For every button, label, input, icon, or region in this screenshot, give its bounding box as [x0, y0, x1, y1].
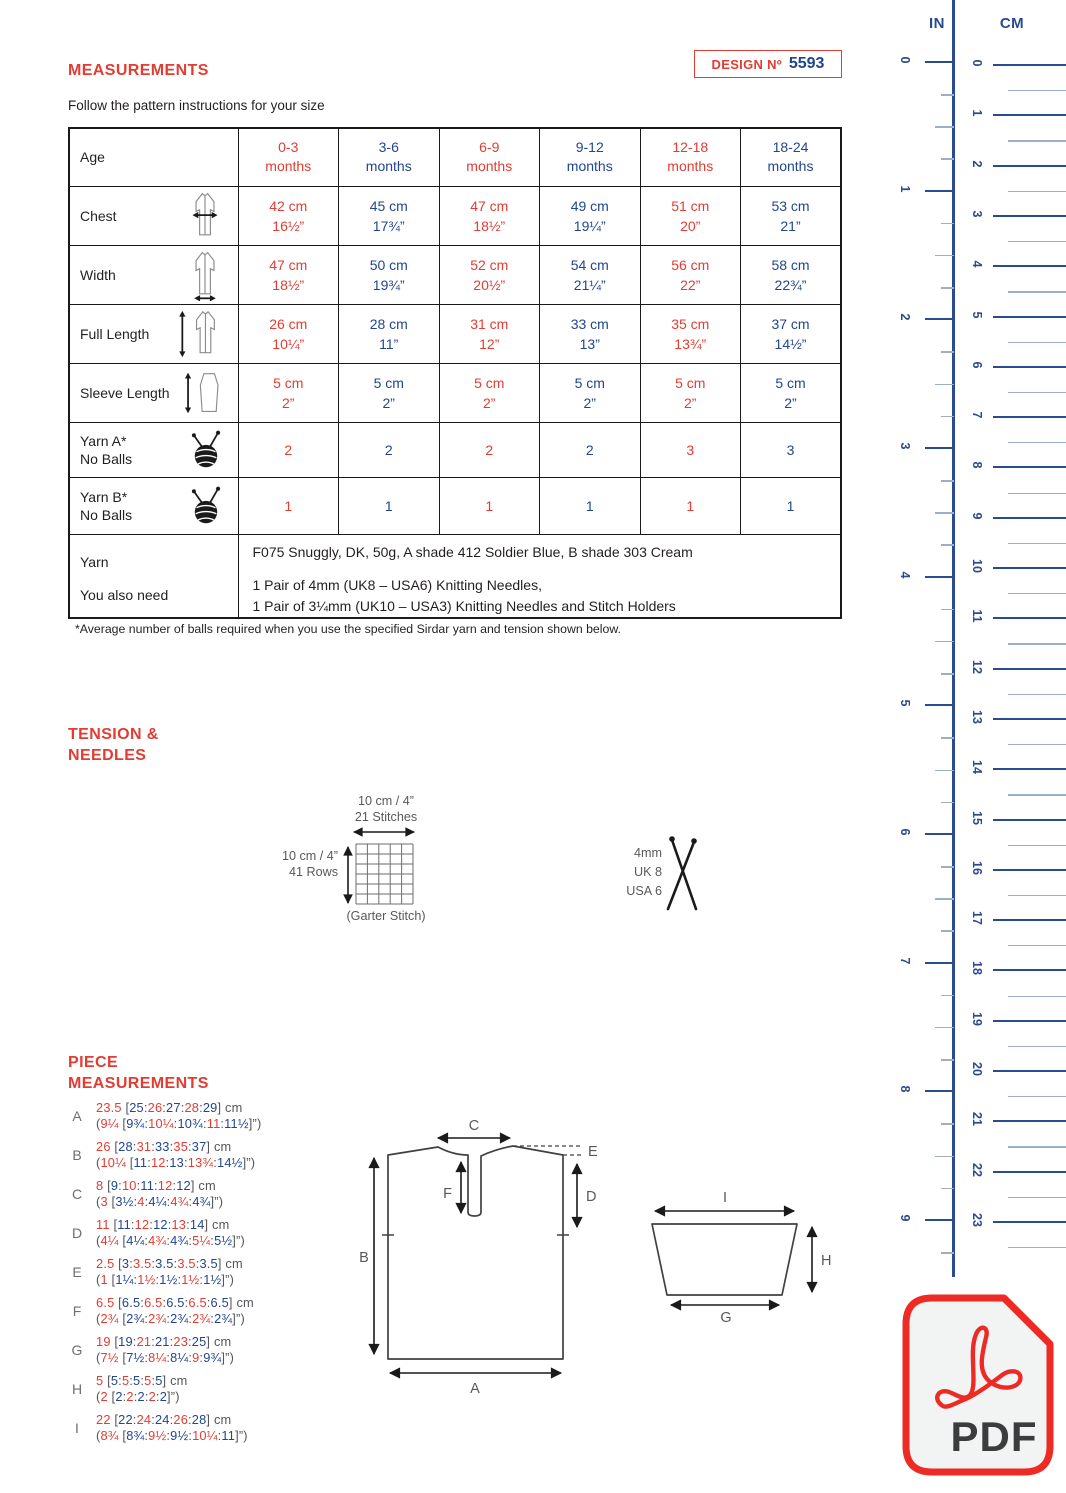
- ruler-cm-line: [993, 869, 1066, 871]
- ruler-cm-number: 17: [970, 911, 984, 926]
- design-number: 5593: [788, 55, 825, 72]
- ruler-inch-number: 8: [898, 1085, 912, 1093]
- yarn-label: Yarn: [80, 554, 109, 571]
- row-label: Width: [80, 266, 116, 283]
- ruler-inch-minor-tick: [941, 1252, 954, 1254]
- ruler-cm-line: [993, 819, 1066, 821]
- yarn-row-label: Yarn B*: [80, 488, 128, 505]
- ball-count-cell: 2: [540, 422, 641, 477]
- value-cell: 54 cm 21¼”: [540, 245, 641, 304]
- ball-count-cell: 1: [339, 477, 440, 534]
- ruler-inch-minor-tick: [941, 416, 954, 418]
- piece-cm-line: 22 [22:24:24:26:28] cm: [96, 1412, 232, 1427]
- piece-measurement-list: [68, 1100, 348, 1451]
- ruler-cm-number: 20: [970, 1062, 984, 1076]
- ruler-cm-number: 22: [970, 1162, 984, 1177]
- ruler-inch-minor-tick: [941, 287, 954, 289]
- ruler-cm-line: [993, 316, 1066, 318]
- piece-title-line2: MEASUREMENTS: [68, 1075, 209, 1092]
- measurements-title: MEASUREMENTS: [68, 62, 209, 79]
- row-label: Sleeve Length: [80, 384, 170, 401]
- ruler-inch-number: 6: [898, 828, 912, 836]
- ruler-inch-tick: [925, 1219, 954, 1221]
- ruler-cm-number: 9: [970, 512, 984, 520]
- ruler-cm-number: 16: [970, 860, 984, 875]
- row-label: Full Length: [80, 325, 150, 342]
- ruler-cm-line: [993, 215, 1066, 217]
- ruler-cm-number: 1: [970, 109, 984, 117]
- piece-inch-line: (4¼ [4¼:4¾:4¾:5¼:5½]”): [96, 1233, 245, 1248]
- ruler-inch-tick: [925, 704, 954, 706]
- tension-title-line1: TENSION &: [68, 726, 159, 743]
- ruler-cm-number: 14: [970, 760, 984, 775]
- ruler-cm-line: [993, 668, 1066, 670]
- ruler-cm-line: [993, 617, 1066, 619]
- value-cell: 52 cm 20½”: [439, 245, 540, 304]
- measurement-row: [69, 245, 841, 304]
- piece-inch-line: (10¼ [11:12:13:13¾:14½]”): [96, 1155, 256, 1170]
- ball-count-cell: 1: [439, 477, 540, 534]
- age-label: Age: [80, 149, 105, 166]
- piece-measurement-item: [68, 1295, 348, 1327]
- pdf-file-icon[interactable]: [898, 1288, 1058, 1484]
- ruler-inch-minor-tick: [935, 770, 954, 772]
- full-length-icon: [177, 308, 225, 360]
- ruler-cm-half-line: [1008, 543, 1066, 544]
- age-column-0: 0-3 months: [238, 128, 339, 186]
- piece-letter: A: [72, 1108, 82, 1124]
- ruler-cm-half-line: [1008, 744, 1066, 745]
- age-column-1: 3-6 months: [339, 128, 440, 186]
- ruler-cm-line: [993, 114, 1066, 116]
- design-number-badge: [694, 50, 842, 78]
- ruler-inch-tick: [925, 962, 954, 964]
- ruler-cm-half-line: [1008, 1146, 1066, 1147]
- value-cell: 5 cm 2”: [439, 363, 540, 422]
- ruler-inch-minor-tick: [941, 223, 954, 225]
- piece-inch-line: (9¼ [9¾:10¼:10¾:11:11½]”): [96, 1116, 262, 1131]
- diagram-letter-D: D: [586, 1189, 597, 1205]
- measurements-table: [68, 127, 842, 619]
- yarn-row-label: Yarn A*: [80, 432, 127, 449]
- ruler-inch-number: 5: [898, 699, 912, 707]
- ruler-inch-minor-tick: [935, 126, 954, 128]
- yarn-info-row: [69, 534, 841, 618]
- row-label: Chest: [80, 207, 117, 224]
- ruler-cm-number: 4: [970, 260, 984, 268]
- piece-letter: I: [75, 1420, 79, 1436]
- value-cell: 47 cm 18½”: [439, 186, 540, 245]
- piece-title-line1: PIECE: [68, 1054, 119, 1071]
- ruler-cm-half-line: [1008, 392, 1066, 393]
- tension-left-label: 10 cm / 4” 41 Rows: [282, 849, 338, 879]
- piece-title: [68, 1052, 209, 1094]
- value-cell: 56 cm 22”: [640, 245, 741, 304]
- ruler-cm-line: [993, 1221, 1066, 1223]
- diagram-letter-C: C: [468, 1118, 480, 1134]
- table-footnote: *Average number of balls required when you use the specified Sirdar yarn and tension shown below.: [75, 622, 621, 636]
- ruler-inch-number: 4: [898, 571, 912, 579]
- piece-cm-line: 19 [19:21:21:23:25] cm: [96, 1334, 232, 1349]
- piece-inch-line: (2¾ [2¾:2¾:2¾:2¾:2¾]”): [96, 1311, 245, 1326]
- age-header-row: [69, 128, 841, 186]
- ruler-inch-minor-tick: [935, 1027, 954, 1029]
- garter-stitch-caption: (Garter Stitch): [346, 909, 426, 923]
- width-icon: [185, 249, 225, 301]
- ruler-inch-tick: [925, 447, 954, 449]
- ruler-cm-number: 12: [970, 659, 984, 674]
- value-cell: 35 cm 13¾”: [640, 304, 741, 363]
- ruler-inch-minor-tick: [935, 512, 954, 514]
- ruler-cm-half-line: [1008, 1197, 1066, 1198]
- value-cell: 5 cm 2”: [640, 363, 741, 422]
- ruler-inch-number: 2: [898, 313, 912, 321]
- ruler-inch-tick: [925, 61, 954, 63]
- piece-cm-line: 11 [11:12:12:13:14] cm: [96, 1217, 230, 1232]
- body-piece-diagram: [340, 1112, 606, 1404]
- value-cell: 37 cm 14½”: [741, 304, 842, 363]
- measurement-row: [69, 363, 841, 422]
- ruler-cm-number: 6: [970, 361, 984, 369]
- ruler-cm-number: 18: [970, 961, 984, 976]
- ball-count-cell: 1: [540, 477, 641, 534]
- measurement-row: [69, 304, 841, 363]
- diagram-letter-B: B: [359, 1250, 369, 1266]
- ball-count-cell: 2: [339, 422, 440, 477]
- value-cell: 28 cm 11”: [339, 304, 440, 363]
- ruler-cm-half-line: [1008, 291, 1066, 292]
- ruler-cm-half-line: [1008, 895, 1066, 896]
- ruler-inch-minor-tick: [935, 384, 954, 386]
- piece-inch-line: (8¾ [8¾:9½:9½:10¼:11]”): [96, 1428, 248, 1443]
- age-column-3: 9-12 months: [540, 128, 641, 186]
- ruler-inch-minor-tick: [935, 255, 954, 257]
- ruler-cm-line: [993, 1171, 1066, 1173]
- ruler-cm-number: 10: [970, 559, 984, 573]
- piece-letter: C: [71, 1186, 83, 1202]
- ruler-inch-minor-tick: [941, 351, 954, 353]
- ruler-cm-half-line: [1008, 493, 1066, 494]
- diagram-letter-F: F: [443, 1186, 452, 1202]
- ruler-cm-half-line: [1008, 442, 1066, 443]
- chest-icon: [185, 190, 225, 242]
- ruler-inch-minor-tick: [941, 1059, 954, 1061]
- ruler-inches-header: IN: [929, 15, 945, 32]
- sleeve-length-icon: [181, 369, 225, 417]
- ruler-cm-line: [993, 165, 1066, 167]
- value-cell: 5 cm 2”: [238, 363, 339, 422]
- ruler-cm-line: [993, 1020, 1066, 1022]
- ruler-cm-number: 23: [970, 1212, 984, 1227]
- ball-count-cell: 2: [439, 422, 540, 477]
- yarn-row: Yarn B* No Balls 1 1 1 1 1 1: [69, 477, 841, 534]
- ruler-cm-half-line: [1008, 643, 1066, 644]
- piece-inch-line: (3 [3½:4:4¼:4¾:4¾]”): [96, 1194, 224, 1209]
- age-column-4: 12-18 months: [640, 128, 741, 186]
- age-column-5: 18-24 months: [741, 128, 842, 186]
- ball-count-cell: 3: [741, 422, 842, 477]
- value-cell: 51 cm 20”: [640, 186, 741, 245]
- needles-line-2: 1 Pair of 3¼mm (UK10 – USA3) Knitting Needles and Stitch Holders: [252, 597, 676, 614]
- piece-inch-line: (7½ [7½:8¼:8¼:9:9¾]”): [96, 1350, 235, 1365]
- ruler-inch-minor-tick: [941, 158, 954, 160]
- value-cell: 5 cm 2”: [339, 363, 440, 422]
- value-cell: 47 cm 18½”: [238, 245, 339, 304]
- diagram-letter-I: I: [722, 1190, 728, 1206]
- yarn-spec-text: F075 Snuggly, DK, 50g, A shade 412 Soldier Blue, B shade 303 Cream: [252, 543, 693, 560]
- ruler-cm-number: 11: [970, 609, 984, 623]
- value-cell: 5 cm 2”: [540, 363, 641, 422]
- ruler-inch-minor-tick: [941, 995, 954, 997]
- ruler-inch-minor-tick: [941, 1188, 954, 1190]
- ruler-cm-half-line: [1008, 1096, 1066, 1097]
- value-cell: 53 cm 21”: [741, 186, 842, 245]
- value-cell: 58 cm 22¾”: [741, 245, 842, 304]
- design-label: DESIGN Nº: [711, 56, 782, 72]
- piece-measurement-item: [68, 1139, 348, 1171]
- piece-cm-line: 6.5 [6.5:6.5:6.5:6.5:6.5] cm: [96, 1295, 254, 1310]
- ruler-inch-minor-tick: [941, 737, 954, 739]
- piece-measurement-item: [68, 1373, 348, 1405]
- ruler-cm-header: CM: [999, 15, 1025, 32]
- tension-swatch-grid: [355, 843, 415, 907]
- ruler-cm-line: [993, 517, 1066, 519]
- ruler-cm-half-line: [1008, 140, 1066, 141]
- ruler-cm-half-line: [1008, 241, 1066, 242]
- ruler-cm-half-line: [1008, 794, 1066, 795]
- piece-measurement-item: [68, 1217, 348, 1249]
- piece-letter: E: [72, 1264, 82, 1280]
- ruler-cm-half-line: [1008, 90, 1066, 91]
- stitches-arrow: [350, 826, 418, 838]
- ruler-inch-tick: [925, 576, 954, 578]
- diagram-letter-H: H: [821, 1253, 832, 1269]
- ruler-inch-tick: [925, 833, 954, 835]
- ruler-inch-minor-tick: [941, 866, 954, 868]
- value-cell: 5 cm 2”: [741, 363, 842, 422]
- value-cell: 45 cm 17¾”: [339, 186, 440, 245]
- piece-measurement-item: [68, 1412, 348, 1444]
- ruler-inch-minor-tick: [941, 609, 954, 611]
- ball-count-cell: 1: [640, 477, 741, 534]
- ruler-inch-minor-tick: [935, 641, 954, 643]
- ruler-cm-line: [993, 64, 1066, 66]
- ball-count-cell: 1: [238, 477, 339, 534]
- ruler-inch-number: 9: [898, 1214, 912, 1222]
- ruler-cm-half-line: [1008, 945, 1066, 946]
- ruler-cm-number: 15: [970, 810, 984, 825]
- ruler-cm-number: 13: [970, 709, 984, 724]
- ruler-inch-tick: [925, 190, 954, 192]
- ruler-inch-minor-tick: [941, 930, 954, 932]
- tension-title-line2: NEEDLES: [68, 747, 147, 764]
- diagram-letter-G: G: [720, 1310, 732, 1326]
- needle-size-labels: 4mm UK 8 USA 6: [626, 846, 662, 898]
- ruler-cm-line: [993, 1070, 1066, 1072]
- ruler-cm-line: [993, 919, 1066, 921]
- ruler-inch-number: 1: [898, 185, 912, 193]
- ruler-inch-minor-tick: [941, 1123, 954, 1125]
- ruler-inch-minor-tick: [941, 544, 954, 546]
- ruler-inch-minor-tick: [941, 94, 954, 96]
- ruler-inch-number: 0: [898, 56, 912, 64]
- piece-cm-line: 26 [28:31:33:35:37] cm: [96, 1139, 232, 1154]
- value-cell: 31 cm 12”: [439, 304, 540, 363]
- ruler-cm-line: [993, 366, 1066, 368]
- ruler-cm-line: [993, 567, 1066, 569]
- piece-letter: G: [71, 1342, 83, 1358]
- ball-count-cell: 2: [238, 422, 339, 477]
- piece-inch-line: (2 [2:2:2:2:2]”): [96, 1389, 180, 1404]
- piece-letter: D: [71, 1225, 83, 1241]
- ruler-inch-minor-tick: [935, 1156, 954, 1158]
- ruler-cm-half-line: [1008, 1247, 1066, 1248]
- piece-cm-line: 5 [5:5:5:5:5] cm: [96, 1373, 188, 1388]
- diagram-letter-A: A: [470, 1381, 480, 1397]
- pdf-label: PDF: [950, 1413, 1038, 1460]
- ruler-inch-number: 7: [898, 957, 912, 965]
- piece-measurement-item: [68, 1334, 348, 1366]
- ruler-inch-minor-tick: [941, 802, 954, 804]
- value-cell: 42 cm 16½”: [238, 186, 339, 245]
- ruler-inch-tick: [925, 1090, 954, 1092]
- value-cell: 26 cm 10¼”: [238, 304, 339, 363]
- ruler-cm-number: 19: [970, 1011, 984, 1026]
- diagram-letter-E: E: [588, 1144, 598, 1160]
- ruler-cm-number: 2: [970, 160, 984, 168]
- ball-count-cell: 1: [741, 477, 842, 534]
- ruler-cm-half-line: [1008, 593, 1066, 594]
- ruler-cm-line: [993, 969, 1066, 971]
- ruler-inch-minor-tick: [935, 898, 954, 900]
- tension-top-label: 10 cm / 4” 21 Stitches: [354, 794, 418, 824]
- value-cell: 33 cm 13”: [540, 304, 641, 363]
- measurements-subtitle: Follow the pattern instructions for your size: [68, 98, 325, 113]
- knitting-needles-icon: [656, 830, 708, 914]
- ruler-cm-number: 3: [970, 210, 984, 218]
- ruler-divider-line: [952, 0, 955, 1277]
- needles-line-1: 1 Pair of 4mm (UK8 – USA6) Knitting Needles,: [252, 576, 542, 593]
- you-also-need-label: You also need: [80, 587, 169, 604]
- value-cell: 50 cm 19¾”: [339, 245, 440, 304]
- piece-cm-line: 8 [9:10:11:12:12] cm: [96, 1178, 216, 1193]
- ruler-inch-tick: [925, 318, 954, 320]
- piece-cm-line: 2.5 [3:3.5:3.5:3.5:3.5] cm: [96, 1256, 243, 1271]
- piece-measurement-item: [68, 1178, 348, 1210]
- ruler-cm-line: [993, 718, 1066, 720]
- ruler-cm-line: [993, 768, 1066, 770]
- rows-arrow: [342, 842, 354, 908]
- yarn-ball-icon: [187, 484, 225, 528]
- ruler-cm-number: 8: [970, 461, 984, 469]
- measurement-row: [69, 186, 841, 245]
- piece-letter: B: [72, 1147, 82, 1163]
- ruler-cm-half-line: [1008, 1046, 1066, 1047]
- yarn-row: Yarn A* No Balls 2 2 2 2 3 3: [69, 422, 841, 477]
- ruler-cm-number: 21: [970, 1112, 984, 1127]
- ruler-inch-number: 3: [898, 442, 912, 450]
- ruler-cm-half-line: [1008, 694, 1066, 695]
- piece-letter: H: [71, 1381, 83, 1397]
- ruler-cm-line: [993, 466, 1066, 468]
- piece-measurement-item: [68, 1256, 348, 1288]
- value-cell: 49 cm 19¼”: [540, 186, 641, 245]
- ruler-cm-number: 5: [970, 311, 984, 318]
- ruler-cm-half-line: [1008, 191, 1066, 192]
- ruler-inch-minor-tick: [941, 480, 954, 482]
- piece-cm-line: 23.5 [25:26:27:28:29] cm: [96, 1100, 243, 1115]
- ruler-cm-half-line: [1008, 996, 1066, 997]
- ruler-inch-minor-tick: [941, 673, 954, 675]
- ruler-cm-number: 0: [970, 59, 984, 67]
- tension-title: [68, 724, 159, 766]
- ruler-cm-line: [993, 416, 1066, 418]
- ruler-cm-line: [993, 265, 1066, 267]
- ruler-cm-line: [993, 1120, 1066, 1122]
- yarn-ball-icon: [187, 428, 225, 472]
- piece-inch-line: (1 [1¼:1½:1½:1½:1½]”): [96, 1272, 235, 1287]
- ball-count-cell: 3: [640, 422, 741, 477]
- ruler-cm-half-line: [1008, 845, 1066, 846]
- ruler-cm-number: 7: [970, 411, 984, 419]
- piece-letter: F: [72, 1303, 82, 1319]
- ruler-cm-half-line: [1008, 342, 1066, 343]
- age-column-2: 6-9 months: [439, 128, 540, 186]
- piece-measurement-item: [68, 1100, 348, 1132]
- sleeve-piece-diagram: [635, 1188, 850, 1333]
